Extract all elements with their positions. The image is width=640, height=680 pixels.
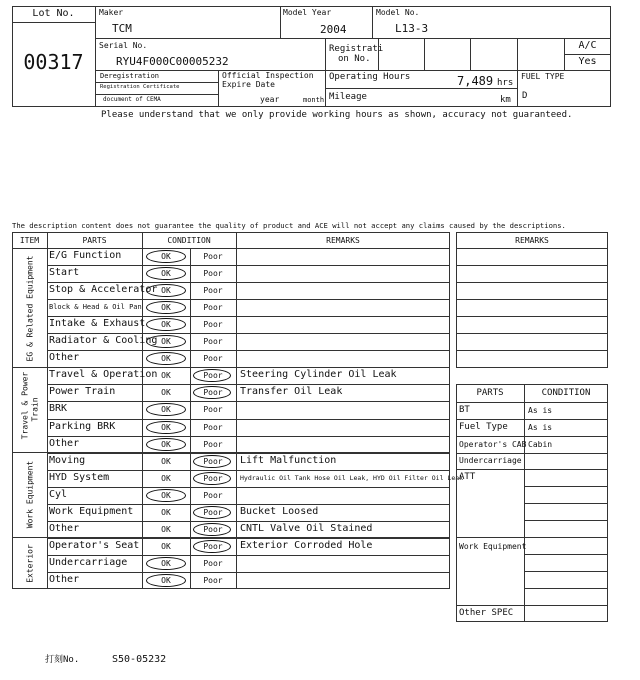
hrs-label: hrs	[497, 78, 514, 88]
poor-selected-circle	[193, 472, 231, 485]
part-name: Block & Head & Oil Pan	[49, 303, 142, 311]
ok-option: OK	[161, 508, 171, 517]
table-row	[0, 487, 450, 504]
poor-option: Poor	[203, 371, 223, 380]
model-year-value: 2004	[320, 23, 347, 36]
ok-selected-circle	[146, 438, 186, 451]
mileage-label: Mileage	[329, 92, 367, 102]
table-row	[0, 538, 450, 555]
part-name: Other	[49, 438, 80, 449]
remark-text: CNTL Valve Oil Stained	[240, 523, 373, 534]
poor-selected-circle	[193, 506, 231, 519]
col-remarks-right: REMARKS	[515, 236, 549, 245]
ok-selected-circle	[146, 352, 186, 365]
poor-option: Poor	[203, 576, 223, 585]
group-eg-related: EG & Related Equipment	[25, 255, 35, 362]
ac-value: Yes	[578, 56, 597, 67]
ok-option: OK	[161, 252, 171, 261]
table-row	[0, 453, 450, 470]
spec-part-att: ATT	[459, 472, 476, 482]
table-row	[0, 282, 450, 299]
spec-condition-fuel-type: As is	[528, 423, 553, 432]
poor-selected-circle	[193, 369, 231, 382]
ok-selected-circle	[146, 318, 186, 331]
lot-label: Lot No.	[32, 8, 75, 19]
poor-option: Poor	[203, 337, 223, 346]
part-name: E/G Function	[49, 250, 122, 261]
ok-selected-circle	[146, 421, 186, 434]
remark-text: Steering Cylinder Oil Leak	[240, 369, 397, 380]
stamp-number: S50-05232	[112, 654, 167, 665]
spec-other-spec: Other SPEC	[459, 608, 514, 618]
ok-selected-circle	[146, 301, 186, 314]
table-row	[0, 316, 450, 333]
poor-selected-circle	[193, 523, 231, 536]
model-no-label: Model No.	[376, 8, 420, 17]
ac-label: A/C	[578, 40, 597, 51]
ok-option: OK	[161, 405, 171, 414]
ok-selected-circle	[146, 250, 186, 263]
poor-option: Poor	[203, 423, 223, 432]
table-row	[0, 504, 450, 521]
part-name: Parking BRK	[49, 421, 116, 432]
remark-text: Exterior Corroded Hole	[240, 540, 373, 551]
fuel-type-value: D	[522, 91, 528, 101]
table-row	[0, 419, 450, 436]
poor-option: Poor	[203, 491, 223, 500]
ok-option: OK	[161, 371, 171, 380]
poor-option: Poor	[203, 457, 223, 466]
group-work-equipment: Work Equipment	[25, 460, 35, 529]
remark-text: Transfer Oil Leak	[240, 386, 343, 397]
spec-work-equipment: Work Equipment	[459, 542, 527, 551]
part-name: Intake & Exhaust	[49, 318, 146, 329]
ok-option: OK	[161, 269, 171, 278]
part-name: Radiator & Cooling	[49, 335, 158, 346]
serial-label: Serial No.	[99, 41, 148, 50]
ok-option: OK	[161, 286, 171, 295]
poor-option: Poor	[203, 320, 223, 329]
maker-value: TCM	[112, 22, 132, 35]
table-row	[0, 572, 450, 589]
inspection-label-2: Expire Date	[222, 80, 275, 89]
group-exterior: Exterior	[25, 544, 35, 583]
poor-option: Poor	[203, 388, 223, 397]
table-row	[0, 265, 450, 282]
ok-selected-circle	[146, 557, 186, 570]
part-name: Start	[49, 267, 80, 278]
table-row	[0, 299, 450, 316]
part-name: Cyl	[49, 489, 68, 500]
year-label: year	[260, 95, 280, 104]
part-name: Stop & Accelerator	[49, 284, 158, 295]
poor-option: Poor	[203, 542, 223, 551]
part-name: Power Train	[49, 386, 116, 397]
poor-option: Poor	[203, 508, 223, 517]
ok-selected-circle	[146, 267, 186, 280]
hours-notice: Please understand that we only provide working hours as shown, accuracy not guaranteed.	[101, 110, 573, 120]
ok-option: OK	[161, 474, 171, 483]
table-row	[0, 350, 450, 367]
ok-option: OK	[161, 423, 171, 432]
remark-text: Hydraulic Oil Tank Hose Oil Leak, HYD Oil Filter Oil Leak	[240, 474, 464, 482]
part-name: Operator's Seat	[49, 540, 140, 551]
inspection-label: Official Inspection	[222, 71, 314, 80]
operating-hours-label: Operating Hours	[329, 72, 411, 82]
poor-selected-circle	[193, 386, 231, 399]
part-name: Other	[49, 352, 80, 363]
spec-part-fuel-type: Fuel Type	[459, 422, 508, 432]
spec-part-operator-cab: Operator's CAB	[459, 440, 527, 449]
table-row	[0, 401, 450, 418]
operating-hours-value: 7,489	[457, 74, 494, 88]
ok-option: OK	[161, 576, 171, 585]
condition-label: CONDITION	[541, 388, 591, 398]
ok-option: OK	[161, 542, 171, 551]
poor-option: Poor	[203, 269, 223, 278]
part-name: Travel & Operation	[49, 369, 158, 380]
table-row	[0, 384, 450, 401]
col-item: ITEM	[19, 236, 40, 245]
maker-label: Maker	[99, 8, 124, 17]
table-row	[0, 470, 464, 487]
poor-option: Poor	[203, 405, 223, 414]
part-name: Moving	[49, 455, 86, 466]
poor-selected-circle	[193, 455, 231, 468]
disclaimer: The description content does not guarantee the quality of product and ACE will not accept any claims caused by the descriptions.	[12, 221, 566, 230]
ok-selected-circle	[146, 335, 186, 348]
ok-option: OK	[161, 559, 171, 568]
part-name: Undercarriage	[49, 557, 128, 568]
poor-option: Poor	[203, 525, 223, 534]
ok-option: OK	[161, 525, 171, 534]
poor-option: Poor	[203, 474, 223, 483]
group-travel-power-2: Train	[30, 397, 40, 422]
serial-value: RYU4F000C00005232	[116, 55, 229, 68]
ok-selected-circle	[146, 489, 186, 502]
spec-condition-bt: As is	[528, 406, 553, 415]
part-name: Other	[49, 523, 80, 534]
fuel-type-label: FUEL TYPE	[521, 72, 565, 81]
ok-option: OK	[161, 457, 171, 466]
ok-selected-circle	[146, 284, 186, 297]
part-name: Work Equipment	[49, 506, 134, 517]
spec-part-bt: BT	[459, 405, 470, 415]
spec-condition-operator-cab: Cabin	[528, 440, 553, 449]
table-row	[0, 555, 450, 572]
ok-option: OK	[161, 491, 171, 500]
poor-selected-circle	[193, 540, 231, 553]
part-name: HYD System	[49, 472, 110, 483]
lot-number: 00317	[23, 50, 84, 74]
registration-certificate-label: Registration Certificate	[100, 84, 180, 90]
poor-option: Poor	[203, 286, 223, 295]
ok-option: OK	[161, 388, 171, 397]
table-row	[0, 333, 450, 350]
group-travel-power: Travel & Power	[20, 371, 30, 440]
poor-option: Poor	[203, 252, 223, 261]
col-condition: CONDITION	[167, 236, 211, 245]
poor-option: Poor	[203, 440, 223, 449]
part-name: BRK	[49, 403, 68, 414]
ok-option: OK	[161, 320, 171, 329]
parts-label: PARTS	[476, 388, 504, 398]
km-label: km	[500, 95, 511, 105]
table-row	[0, 248, 450, 265]
remark-text: Bucket Loosed	[240, 506, 319, 517]
ok-option: OK	[161, 440, 171, 449]
table-row	[0, 521, 450, 538]
poor-option: Poor	[203, 303, 223, 312]
ok-selected-circle	[146, 403, 186, 416]
col-parts: PARTS	[82, 236, 107, 245]
stamp-label: 打刻No.	[45, 655, 80, 665]
month-label: month	[303, 96, 325, 104]
model-no-value: L13-3	[395, 22, 429, 35]
remark-text: Lift Malfunction	[240, 455, 337, 466]
part-name: Other	[49, 574, 80, 585]
ok-selected-circle	[146, 574, 186, 587]
spec-part-undercarriage: Undercarriage	[459, 456, 522, 465]
deregistration-label: Deregistration	[100, 72, 160, 80]
ok-option: OK	[161, 337, 171, 346]
col-remarks: REMARKS	[326, 236, 360, 245]
poor-option: Poor	[203, 354, 223, 363]
table-row	[0, 436, 450, 453]
model-year-label: Model Year	[283, 8, 332, 17]
poor-option: Poor	[203, 559, 223, 568]
table-row	[0, 367, 450, 384]
registration-label-2: on No.	[338, 54, 371, 64]
ok-option: OK	[161, 303, 171, 312]
registration-label: Registrati	[329, 44, 384, 54]
cema-label: document of CEMA	[103, 96, 161, 103]
ok-option: OK	[161, 354, 171, 363]
